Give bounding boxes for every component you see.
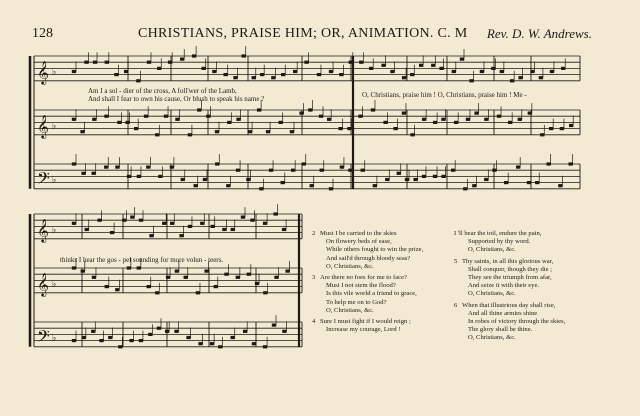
note-head	[104, 115, 108, 118]
note-head	[246, 178, 250, 181]
note-head	[304, 61, 308, 64]
note-head	[129, 339, 133, 342]
note-head	[139, 339, 143, 342]
note-head	[308, 108, 312, 111]
note-head	[117, 121, 121, 124]
note-head	[433, 121, 437, 124]
note-head	[134, 127, 138, 130]
note-head	[290, 130, 294, 133]
note-head	[528, 112, 532, 115]
note-head	[558, 184, 562, 187]
hymn-author: Rev. D. W. Andrews.	[486, 26, 592, 41]
note-head	[157, 67, 161, 70]
note-head	[405, 178, 409, 181]
key-flat-icon: ♭	[52, 121, 57, 132]
verse-line: 3 Are there no foes for me to face?	[312, 274, 407, 282]
verse-line: O, Christians, &c.	[326, 306, 374, 314]
key-flat-icon: ♭	[52, 175, 57, 186]
note-head	[92, 172, 96, 175]
note-head	[99, 339, 103, 342]
verse-number: 6	[454, 301, 458, 309]
note-head	[108, 336, 112, 339]
note-head	[410, 133, 414, 136]
clef-icon: 𝄞	[37, 217, 49, 242]
note-head	[472, 184, 476, 187]
note-head	[259, 187, 263, 190]
note-head	[105, 285, 109, 288]
note-head	[390, 70, 394, 73]
note-head	[327, 118, 331, 121]
note-head	[569, 124, 573, 127]
key-flat-icon: ♭	[52, 225, 57, 236]
note-head	[358, 115, 362, 118]
note-head	[402, 112, 406, 115]
note-head	[147, 61, 151, 64]
note-head	[196, 291, 200, 294]
note-head	[168, 61, 172, 64]
note-head	[282, 228, 286, 231]
note-head	[215, 130, 219, 133]
verse-line: Is this vile world a friend to grace,	[326, 290, 417, 298]
note-head	[269, 169, 273, 172]
key-flat-icon: ♭	[52, 279, 57, 290]
note-head	[148, 333, 152, 336]
note-head	[293, 70, 297, 73]
note-head	[170, 222, 174, 225]
note-head	[104, 166, 108, 169]
verse-line: I 'll bear the toil, endure the pain,	[454, 230, 542, 237]
note-head	[508, 121, 512, 124]
note-head	[146, 166, 150, 169]
note-head	[136, 79, 140, 82]
note-head	[484, 178, 488, 181]
note-head	[197, 108, 201, 111]
note-head	[115, 166, 119, 169]
hymn-title: CHRISTIANS, PRAISE HIM; OR, ANIMATION. C. M	[138, 26, 468, 41]
verse-line: O, Christians, &c.	[326, 262, 374, 270]
note-head	[361, 169, 365, 172]
note-head	[242, 54, 246, 57]
verse	[454, 258, 604, 299]
note-head	[338, 127, 342, 130]
note-head	[198, 342, 202, 345]
verse-line: In robes of victory through the skies,	[468, 318, 566, 326]
verse-line: And sail'd through bloody seas?	[326, 254, 411, 262]
note-head	[215, 162, 219, 165]
note-head	[568, 162, 572, 165]
note-head	[158, 175, 162, 178]
note-head	[250, 219, 254, 222]
verse-line: They see the triumph from afar,	[468, 274, 552, 282]
note-head	[125, 121, 129, 124]
page-number: 128	[32, 26, 53, 41]
note-head	[231, 336, 235, 339]
note-head	[500, 70, 504, 73]
verse-line: Must I not stem the flood?	[326, 282, 396, 290]
note-head	[381, 64, 385, 67]
note-head	[226, 184, 230, 187]
note-head	[81, 270, 85, 273]
note-head	[535, 181, 539, 184]
clef-icon: 𝄢	[37, 167, 50, 192]
note-head	[291, 169, 295, 172]
verse-number: 3	[312, 274, 316, 282]
note-head	[194, 184, 198, 187]
note-head	[248, 130, 252, 133]
note-head	[279, 121, 283, 124]
verse	[312, 318, 454, 334]
note-head	[162, 222, 166, 225]
note-head	[422, 118, 426, 121]
note-head	[192, 54, 196, 57]
note-head	[510, 79, 514, 82]
note-head	[202, 67, 206, 70]
note-head	[260, 73, 264, 76]
note-head	[236, 276, 240, 279]
system1-lyric-line2: And shall I fear to own his cause, Or blush to speak his name ?	[88, 95, 265, 103]
verse	[312, 230, 454, 271]
note-head	[516, 166, 520, 169]
clef-icon: 𝄞	[37, 59, 49, 84]
note-head	[302, 162, 306, 165]
note-head	[93, 61, 97, 64]
note-head	[413, 178, 417, 181]
verse-line: And seize it with their eye.	[468, 282, 540, 290]
note-head	[281, 73, 285, 76]
note-head	[402, 76, 406, 79]
note-head	[130, 216, 134, 219]
note-head	[347, 127, 351, 130]
note-head	[247, 273, 251, 276]
note-head	[492, 169, 496, 172]
clef-icon: 𝄢	[37, 325, 50, 350]
note-head	[527, 181, 531, 184]
note-head	[383, 121, 387, 124]
note-head	[175, 118, 179, 121]
note-head	[72, 222, 76, 225]
note-head	[110, 231, 114, 234]
note-head	[204, 270, 208, 273]
note-head	[480, 70, 484, 73]
note-head	[72, 118, 76, 121]
note-head	[72, 162, 76, 165]
note-head	[469, 79, 473, 82]
note-head	[263, 222, 267, 225]
note-head	[329, 70, 333, 73]
note-head	[137, 266, 141, 269]
verse	[312, 274, 454, 315]
verse-line: While others fought to win the prize,	[326, 246, 424, 254]
note-head	[144, 115, 148, 118]
note-head	[166, 276, 170, 279]
note-head	[97, 219, 101, 222]
note-head	[281, 181, 285, 184]
note-head	[439, 67, 443, 70]
verse-line: The glory shall be thine.	[468, 326, 533, 334]
note-head	[385, 178, 389, 181]
verse-line: Shall conquer, though they die ;	[468, 265, 552, 273]
note-head	[105, 61, 109, 64]
note-head	[317, 73, 321, 76]
system2-lyric: thinks I hear the gos - pel sounding for more volun - teers.	[60, 256, 224, 264]
clef-icon: 𝄞	[37, 271, 49, 296]
note-head	[137, 175, 141, 178]
note-head	[518, 118, 522, 121]
note-head	[497, 115, 501, 118]
note-head	[224, 273, 228, 276]
note-head	[181, 178, 185, 181]
note-head	[127, 266, 131, 269]
verse-number: 4	[312, 318, 316, 326]
note-head	[340, 166, 344, 169]
note-head	[231, 228, 235, 231]
note-head	[92, 118, 96, 121]
note-head	[72, 70, 76, 73]
verse-line: O, Christians, &c.	[468, 290, 516, 298]
note-head	[155, 291, 159, 294]
verse-line: To help me on to God?	[326, 298, 387, 306]
verse-line: O, Christians, &c.	[468, 334, 516, 342]
note-head	[546, 162, 550, 165]
note-head	[180, 58, 184, 61]
note-head	[422, 175, 426, 178]
system1-chorus: O, Christians, praise him ! O, Christians, praise him ! Me -	[362, 91, 527, 99]
note-head	[149, 234, 153, 237]
verse-line: O, Christians, &c.	[468, 246, 516, 254]
note-head	[139, 219, 143, 222]
note-head	[157, 327, 161, 330]
verse-number: 5	[454, 257, 458, 265]
system1-lyric-line1: Am I a sol - dier of the cross, A foll'wer of the Lamb,	[88, 87, 237, 95]
verse-line: And all thine armies shine	[468, 309, 538, 317]
note-head	[540, 133, 544, 136]
verse-number: 2	[312, 230, 316, 237]
verse-line: 4 Sure I must fight if I would reign ;	[312, 318, 411, 326]
note-head	[319, 115, 323, 118]
note-head	[155, 133, 159, 136]
note-head	[233, 76, 237, 79]
note-head	[263, 291, 267, 294]
note-head	[561, 67, 565, 70]
note-head	[282, 330, 286, 333]
note-head	[431, 64, 435, 67]
note-head	[359, 61, 363, 64]
note-head	[518, 76, 522, 79]
note-head	[165, 330, 169, 333]
note-head	[299, 112, 303, 115]
note-head	[188, 225, 192, 228]
note-head	[214, 285, 218, 288]
note-head	[252, 342, 256, 345]
verse-line: 6 When that illustrious day shall rise,	[454, 301, 556, 309]
note-head	[371, 108, 375, 111]
note-head	[184, 276, 188, 279]
note-head	[369, 67, 373, 70]
note-head	[115, 288, 119, 291]
note-head	[122, 219, 126, 222]
note-head	[114, 73, 118, 76]
note-head	[218, 345, 222, 348]
note-head	[463, 187, 467, 190]
note-head	[203, 178, 207, 181]
note-head	[530, 70, 534, 73]
note-head	[147, 285, 151, 288]
note-head	[397, 172, 401, 175]
verse-line: On flowery beds of ease,	[326, 238, 392, 246]
note-head	[127, 175, 131, 178]
verse-line: Increase my courage, Lord !	[326, 326, 401, 334]
note-head	[124, 70, 128, 73]
note-head	[80, 130, 84, 133]
clef-icon: 𝄞	[37, 113, 49, 138]
note-head	[410, 73, 414, 76]
note-head	[85, 228, 89, 231]
note-head	[460, 58, 464, 61]
note-head	[454, 121, 458, 124]
note-head	[452, 70, 456, 73]
note-head	[227, 121, 231, 124]
verse-line: 5 Thy saints, in all this glorious war,	[454, 257, 554, 265]
note-head	[474, 112, 478, 115]
note-head	[373, 184, 377, 187]
note-head	[206, 115, 210, 118]
note-head	[329, 187, 333, 190]
key-flat-icon: ♭	[52, 67, 57, 78]
note-head	[441, 175, 445, 178]
verse	[454, 230, 604, 255]
note-head	[320, 169, 324, 172]
note-head	[257, 108, 261, 111]
note-head	[81, 172, 85, 175]
note-head	[92, 276, 96, 279]
note-head	[393, 127, 397, 130]
note-head	[84, 61, 88, 64]
verse	[454, 302, 604, 343]
note-head	[243, 330, 247, 333]
note-head	[310, 184, 314, 187]
note-head	[272, 324, 276, 327]
note-head	[419, 64, 423, 67]
verse-line: 2 Must I be carried to the skies	[312, 230, 397, 237]
note-head	[274, 276, 278, 279]
note-head	[179, 234, 183, 237]
note-head	[255, 282, 259, 285]
note-head	[210, 342, 214, 345]
note-head	[466, 118, 470, 121]
note-head	[271, 76, 275, 79]
note-head	[560, 127, 564, 130]
verses-column-left	[312, 230, 454, 337]
note-head	[339, 73, 343, 76]
note-head	[164, 115, 168, 118]
note-head	[186, 336, 190, 339]
note-head	[504, 181, 508, 184]
note-head	[491, 67, 495, 70]
key-flat-icon: ♭	[52, 333, 57, 344]
note-head	[236, 118, 240, 121]
verses-column-right	[454, 230, 604, 346]
note-head	[118, 345, 122, 348]
note-head	[433, 175, 437, 178]
note-head	[252, 76, 256, 79]
note-head	[82, 336, 86, 339]
note-head	[550, 70, 554, 73]
note-head	[223, 73, 227, 76]
note-head	[241, 216, 245, 219]
note-head	[175, 270, 179, 273]
note-head	[200, 222, 204, 225]
note-head	[236, 169, 240, 172]
note-head	[451, 169, 455, 172]
note-head	[222, 228, 226, 231]
note-head	[285, 270, 289, 273]
note-head	[539, 76, 543, 79]
note-head	[188, 133, 192, 136]
note-head	[211, 225, 215, 228]
note-head	[266, 130, 270, 133]
note-head	[441, 118, 445, 121]
note-head	[263, 345, 267, 348]
note-head	[91, 330, 95, 333]
note-head	[174, 330, 178, 333]
note-head	[212, 70, 216, 73]
verse-line: Supported by thy word.	[468, 238, 531, 246]
note-head	[273, 212, 277, 215]
note-head	[170, 166, 174, 169]
note-head	[484, 118, 488, 121]
note-head	[72, 266, 76, 269]
note-head	[549, 127, 553, 130]
note-head	[72, 339, 76, 342]
